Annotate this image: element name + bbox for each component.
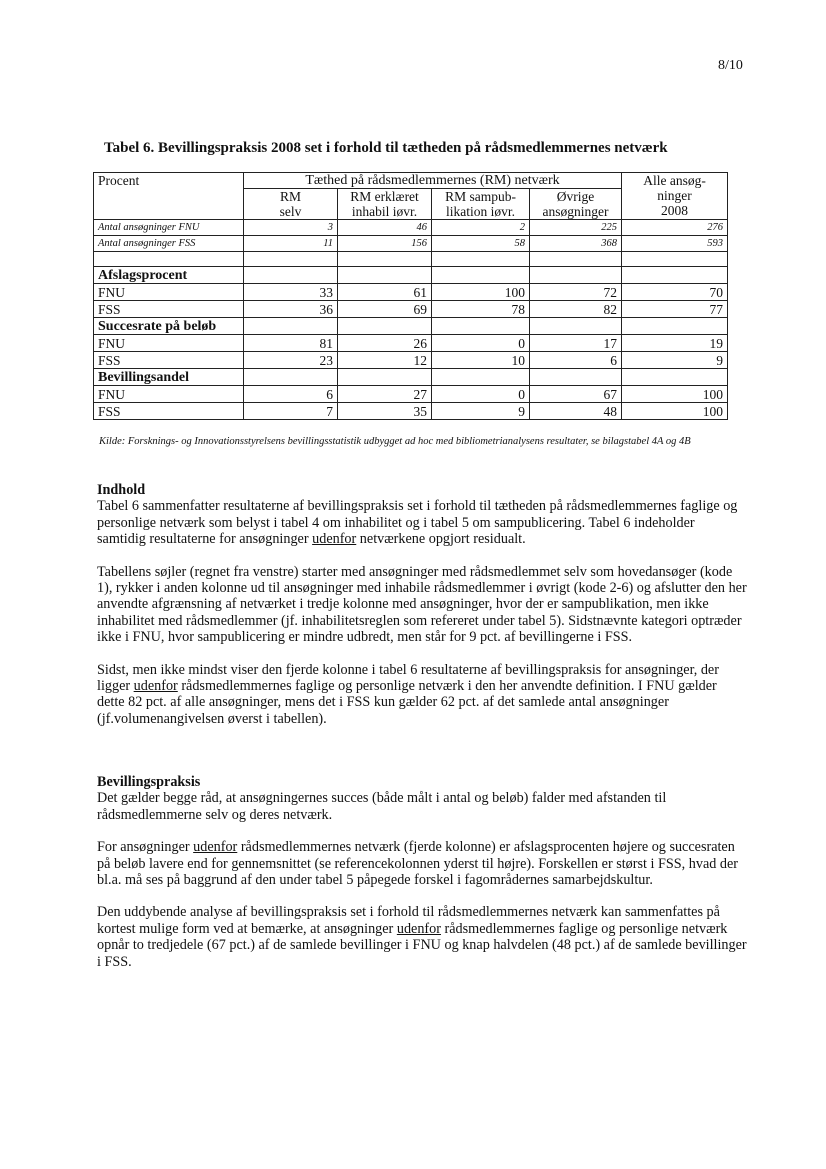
data-value: 6 [530, 352, 622, 369]
empty-cell [622, 267, 728, 284]
all-header-line-2: ninger [657, 188, 692, 203]
section-title: Afslagsprocent [94, 267, 244, 284]
all-header [622, 173, 728, 220]
bevillingspraksis-section [97, 774, 747, 970]
all-header-line-1: Alle ansøg- [643, 173, 706, 188]
data-value: 33 [244, 284, 338, 301]
col-header-line: RM sampub- [445, 189, 516, 204]
empty-cell [432, 369, 530, 386]
table-title: Tabel 6. Bevillingspraksis 2008 set i forhold til tætheden på rådsmedlemmernes netværk [104, 140, 668, 156]
col-header-rm-selv [244, 189, 338, 220]
data-value: 26 [338, 335, 432, 352]
bevillingspraksis-paragraph-2 [97, 839, 747, 888]
data-value: 35 [338, 403, 432, 420]
data-value: 67 [530, 386, 622, 403]
data-value: 0 [432, 386, 530, 403]
underlined-word: udenfor [133, 678, 178, 695]
corner-label: Procent [94, 173, 244, 220]
data-value: 77 [622, 301, 728, 318]
section-rows [94, 267, 728, 420]
count-value: 58 [432, 236, 530, 252]
data-value: 0 [432, 335, 530, 352]
bevillingspraksis-paragraph-1: Det gælder begge råd, at ansøgningernes succes (både målt i antal og beløb) falder med afstanden til rådsmedlemmerne selv og deres netværk. [97, 790, 667, 823]
empty-cell [622, 369, 728, 386]
text-span: For ansøgninger [97, 839, 194, 856]
col-header-line: likation iøvr. [446, 204, 515, 219]
data-row [94, 403, 728, 420]
count-value: 46 [338, 220, 432, 236]
text-span: Tabel 6 sammenfatter resultaterne af bevillingspraksis set i forhold til tætheden på rådsmedlemmernes faglige og personlige netværk som belyst i tabel 4 om inhabilitet og i tabel 5 om sampublicering. Tabel 6 indeholder samtidig resultaterne for ansøgninger [97, 498, 738, 548]
col-header-rm-sampub [432, 189, 530, 220]
text-span: rådsmedlemmernes faglige og personlige netværk opnår to tredjedele (67 pct.) af de samlede bevillinger i FNU og knap halvdelen (48 pct.) af de samlede bevillinger i FSS. [97, 920, 747, 970]
empty-cell [432, 267, 530, 284]
bevillingspraksis-table [93, 172, 728, 420]
data-row [94, 335, 728, 352]
empty-cell [530, 369, 622, 386]
empty-cell [244, 369, 338, 386]
section-header-row [94, 369, 728, 386]
data-value: 6 [244, 386, 338, 403]
count-row-label: Antal ansøgninger FNU [94, 220, 244, 236]
indhold-heading: Indhold [97, 482, 146, 498]
blank-row [94, 252, 728, 267]
data-value: 100 [432, 284, 530, 301]
table-source: Kilde: Forsknings- og Innovationsstyrelsens bevillingsstatistik udbygget ad hoc med bibliometrianalysens resultater, se bilagstabel 4A og 4B [99, 436, 691, 447]
page-number: 8/10 [718, 58, 743, 73]
col-header-ovrige [530, 189, 622, 220]
data-value: 82 [530, 301, 622, 318]
group-header: Tæthed på rådsmedlemmernes (RM) netværk [244, 173, 622, 189]
count-value: 11 [244, 236, 338, 252]
data-value: 9 [432, 403, 530, 420]
count-row [94, 220, 728, 236]
empty-cell [338, 318, 432, 335]
underlined-word: udenfor [312, 531, 357, 548]
section-title: Bevillingsandel [94, 369, 244, 386]
data-value: 9 [622, 352, 728, 369]
text-span: Sidst, men ikke mindst viser den fjerde kolonne i tabel 6 resultaterne af bevillingspraksis for ansøgninger, der ligger [97, 661, 719, 695]
row-label: FSS [94, 403, 244, 420]
data-value: 48 [530, 403, 622, 420]
data-value: 100 [622, 386, 728, 403]
count-row-label: Antal ansøgninger FSS [94, 236, 244, 252]
data-value: 27 [338, 386, 432, 403]
col-header-line: RM [279, 189, 301, 204]
underlined-word: udenfor [193, 839, 238, 856]
text-span: rådsmedlemmernes faglige og personlige netværk i den her anvendte definition. I FNU gælder dette 82 pct. af alle ansøgninger, mens det i FSS kun gælder 62 pct. af det samlede antal ansøgninger (jf.volumenangivelsen øverst i tabellen). [97, 678, 717, 727]
empty-cell [432, 318, 530, 335]
data-row [94, 352, 728, 369]
data-row [94, 386, 728, 403]
text-span: rådsmedlemmernes netværk (fjerde kolonne) er afslagsprocenten højere og succesraten på beløb lavere end for gennemsnittet (se referencekolonnen yderst til højre). Forskellen er størst i FSS, hvad der bl.a. må ses på baggrund af den under tabel 5 påpegede forskel i fagområdernes samarbejdskultur. [97, 839, 739, 889]
count-value: 368 [530, 236, 622, 252]
data-row [94, 301, 728, 318]
empty-cell [530, 267, 622, 284]
empty-cell [244, 318, 338, 335]
empty-cell [338, 267, 432, 284]
bevillingspraksis-paragraph-3 [97, 904, 747, 970]
indhold-paragraph-3 [97, 662, 747, 728]
data-value: 23 [244, 352, 338, 369]
all-header-line-3: 2008 [661, 203, 689, 218]
row-label: FSS [94, 301, 244, 318]
text-span: Den uddybende analyse af bevillingspraksis set i forhold til rådsmedlemmernes netværk kan sammenfattes på kortest mulige form ved at bemærke, at ansøgninger [97, 904, 720, 937]
data-value: 12 [338, 352, 432, 369]
data-value: 10 [432, 352, 530, 369]
empty-cell [530, 318, 622, 335]
empty-cell [244, 267, 338, 284]
data-value: 7 [244, 403, 338, 420]
bevillingspraksis-heading: Bevillingspraksis [97, 774, 201, 790]
data-value: 81 [244, 335, 338, 352]
count-row [94, 236, 728, 252]
indhold-paragraph-1 [97, 498, 747, 547]
count-value: 3 [244, 220, 338, 236]
col-header-line: RM erklæret [350, 189, 419, 204]
row-label: FNU [94, 284, 244, 301]
empty-cell [338, 369, 432, 386]
row-label: FSS [94, 352, 244, 369]
row-label: FNU [94, 386, 244, 403]
data-value: 72 [530, 284, 622, 301]
col-header-line: selv [279, 204, 302, 219]
empty-cell [622, 318, 728, 335]
row-label: FNU [94, 335, 244, 352]
section-title: Succesrate på beløb [94, 318, 244, 335]
count-value: 225 [530, 220, 622, 236]
data-value: 78 [432, 301, 530, 318]
count-value: 593 [622, 236, 728, 252]
count-value: 156 [338, 236, 432, 252]
col-header-line: ansøgninger [542, 204, 609, 219]
text-span: netværkene opgjort residualt. [356, 531, 526, 548]
col-header-rm-inhabil [338, 189, 432, 220]
data-value: 17 [530, 335, 622, 352]
col-header-line: Øvrige [556, 189, 595, 204]
data-value: 61 [338, 284, 432, 301]
count-value: 276 [622, 220, 728, 236]
col-header-line: inhabil iøvr. [351, 204, 418, 219]
data-value: 100 [622, 403, 728, 420]
data-value: 36 [244, 301, 338, 318]
count-rows [94, 220, 728, 252]
underlined-word: udenfor [396, 920, 441, 937]
data-value: 70 [622, 284, 728, 301]
section-header-row [94, 318, 728, 335]
data-value: 69 [338, 301, 432, 318]
count-value: 2 [432, 220, 530, 236]
data-row [94, 284, 728, 301]
data-value: 19 [622, 335, 728, 352]
indhold-section [97, 482, 747, 727]
indhold-paragraph-2: Tabellens søjler (regnet fra venstre) starter med ansøgninger med rådsmedlemmet selv som hovedansøger (kode 1), rykker i anden kolonne ud til ansøgninger med inhabile rådsmedlemmer i øvrigt (kode 2-6) og afslutter den her anvendte afgrænsning af netværket i tredje kolonne med ansøgninger, hvor der er sampublikation, men ikke inhabilitet med rådsmedlemmer (jf. inhabilitetsreglen som refereret under tabel 5). Sidstnævnte kategori optræder ikke i FNU, hvor sampublicering er mindre udbredt, men står for 9 pct. af bevillingerne i FSS. [97, 563, 747, 646]
section-header-row [94, 267, 728, 284]
